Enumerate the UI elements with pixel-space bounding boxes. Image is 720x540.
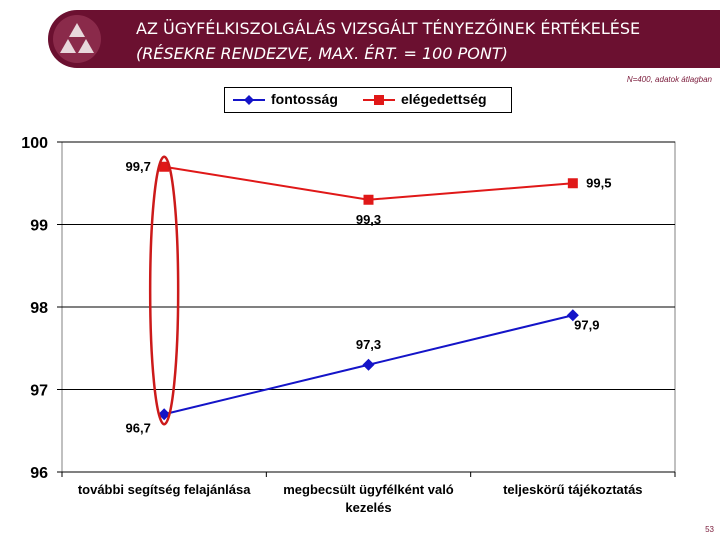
x-tick-label: teljeskörű tájékoztatás (503, 482, 643, 497)
y-tick-label: 100 (21, 135, 48, 152)
line-chart (0, 80, 720, 520)
sample-note: N=400, adatok átlagban (626, 75, 712, 84)
y-tick-label: 99 (30, 217, 48, 235)
data-label: 99,7 (125, 158, 151, 174)
triangle-logo-icon (52, 14, 102, 64)
y-tick-label: 97 (30, 382, 48, 400)
legend-label-elegedettseg: elégedettség (401, 91, 487, 107)
y-tick-label: 98 (30, 300, 48, 317)
x-tick-label: megbecsült ügyfélként való (283, 482, 454, 497)
page-number: 53 (705, 525, 714, 534)
page-title: AZ ÜGYFÉLKISZOLGÁLÁS VIZSGÁLT TÉNYEZŐINEK ÉRTÉKELÉSE (136, 19, 641, 38)
data-label: 97,3 (355, 336, 382, 352)
data-point-elegedettseg (364, 195, 374, 205)
data-label: 99,3 (355, 211, 382, 227)
x-tick-label: kezelés (345, 500, 392, 515)
data-label: 97,9 (574, 317, 600, 333)
data-label: 96,7 (125, 420, 151, 436)
data-point-elegedettseg (568, 178, 578, 188)
data-label: 99,5 (586, 175, 612, 191)
y-tick-label: 96 (30, 465, 48, 482)
legend-label-fontossag: fontosság (271, 91, 338, 107)
x-tick-label: további segítség felajánlása (77, 482, 251, 497)
page-subtitle: (RÉSEKRE RENDEZVE, MAX. ÉRT. = 100 PONT) (136, 44, 508, 63)
